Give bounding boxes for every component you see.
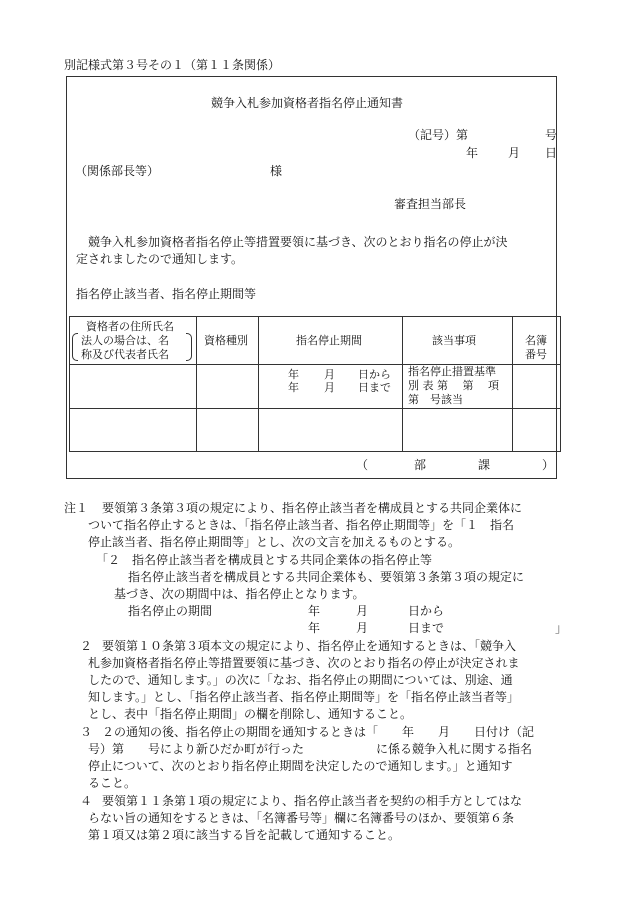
row-period-from-month: 月: [324, 368, 335, 381]
note-1-from-year: 年: [308, 604, 321, 618]
note-3-line-3: 停止について、次のとおり指名停止期間を決定したので通知します。」と通知す: [88, 759, 513, 773]
ref-prefix: （記号）第: [408, 128, 469, 142]
header-register-line-1: 名簿: [525, 334, 547, 347]
note-2-label: ２: [80, 639, 93, 653]
addressee-honorific: 様: [270, 164, 283, 178]
row-period-to-day: 日まで: [358, 381, 391, 394]
note-1-quote-line-2: 指名停止該当者を構成員とする共同企業体も、要領第３条第３項の規定に: [128, 570, 525, 584]
dept-bu: 部: [414, 458, 427, 472]
note-3-line-4: ること。: [88, 776, 137, 790]
date-year: 年: [466, 146, 479, 160]
note-1-line-3: 停止該当者、指名停止期間等」とし、次の文言を加えるものとする。: [88, 535, 461, 549]
row-matter-line-2: 別 表 第 第 項: [408, 379, 499, 392]
ref-suffix: 号: [545, 128, 558, 142]
note-1-quote-line-1: 「２ 指名停止該当者を構成員とする共同企業体の指名停止等: [96, 553, 433, 567]
note-1-period-label: 指名停止の期間: [128, 604, 213, 618]
header-name-line-1: 資格者の住所氏名: [86, 320, 174, 333]
table-rule-2: [69, 408, 561, 409]
note-4-line-3: 第１項又は第２項に該当する旨を記載して通知すること。: [88, 828, 401, 842]
note-3-line-1: ２の通知の後、指名停止の期間を通知するときは「 年 月 日付け（記: [102, 725, 535, 739]
note-4-line-1: 要領第１１条第１項の規定により、指名停止該当者を契約の相手方としてはな: [102, 794, 523, 808]
note-4-label: ４: [80, 794, 93, 808]
header-period: 指名停止期間: [296, 334, 362, 347]
note-1-to-year: 年: [308, 621, 321, 635]
row-matter-line-3: 第 号該当: [408, 393, 463, 406]
body-line-2: 定されましたので通知します。: [76, 252, 244, 266]
header-name-line-2: 法人の場合は、名: [81, 334, 169, 347]
sender: 審査担当部長: [394, 197, 467, 211]
table-col-2: [258, 316, 259, 452]
note-1-from-month: 月: [356, 604, 369, 618]
document-title: 競争入札参加資格者指名停止通知書: [211, 96, 404, 110]
note-1-close-quote: 」: [555, 621, 568, 635]
note-1-to-day: 日まで: [408, 621, 445, 635]
dept-close: ）: [542, 458, 555, 472]
note-3-label: ３: [80, 725, 93, 739]
dept-open: （: [356, 458, 369, 472]
addressee: （関係部長等）: [75, 164, 160, 178]
note-2-line-4: 知します。」とし、「指名停止該当者、指名停止期間等」を「指名停止該当者等」: [88, 690, 520, 704]
date-month: 月: [508, 146, 521, 160]
note-2-line-5: とし、表中「指名停止期間」の欄を削除し、通知すること。: [88, 707, 413, 721]
note-4-line-2: らない旨の通知をするときは、「名簿番号等」欄に名簿番号のほか、要領第６条: [88, 811, 515, 825]
bracket-left: [72, 333, 78, 361]
note-2-line-3: したので、通知します。」の次に「なお、指名停止の期間については、別途、通: [88, 673, 513, 687]
row-period-to-month: 月: [324, 381, 335, 394]
table-col-1: [196, 316, 197, 452]
row-period-from-year: 年: [288, 368, 299, 381]
note-3-line-2: 号）第 号により新ひだか町が行った に係る競争入札に関する指名: [88, 742, 533, 756]
table-col-3: [402, 316, 403, 452]
header-matter: 該当事項: [432, 334, 476, 347]
section-heading: 指名停止該当者、指名停止期間等: [76, 287, 257, 301]
bracket-right: [186, 333, 192, 361]
note-1-to-month: 月: [356, 621, 369, 635]
note-1-line-2: ついて指名停止するときは、「指名停止該当者、指名停止期間等」を「１ 指名: [88, 518, 515, 532]
note-1-line-1: 要領第３条第３項の規定により、指名停止該当者を構成員とする共同企業体に: [102, 501, 523, 515]
note-2-line-1: 要領第１０条第３項本文の規定により、指名停止を通知するときは、「競争入: [102, 639, 517, 653]
dept-ka: 課: [478, 458, 491, 472]
row-matter-line-1: 指名停止措置基準: [408, 365, 496, 378]
table-col-4: [512, 316, 513, 452]
date-day: 日: [545, 146, 558, 160]
header-register-line-2: 番号: [525, 348, 547, 361]
note-1-quote-line-3: 基づき、次の期間中は、指名停止となります。: [114, 587, 365, 601]
note-1-from-day: 日から: [408, 604, 445, 618]
body-line-1: 競争入札参加資格者指名停止等措置要領に基づき、次のとおり指名の停止が決: [88, 235, 508, 249]
note-1-label: 注１: [64, 501, 89, 515]
note-2-line-2: 札参加資格者指名停止等措置要領に基づき、次のとおり指名の停止が決定されま: [88, 656, 520, 670]
form-label: 別記様式第３号その１（第１１条関係）: [64, 58, 281, 72]
row-period-from-day: 日から: [358, 368, 391, 381]
row-period-to-year: 年: [288, 381, 299, 394]
header-kind: 資格種別: [204, 334, 248, 347]
header-name-line-3: 称及び代表者氏名: [81, 348, 169, 361]
